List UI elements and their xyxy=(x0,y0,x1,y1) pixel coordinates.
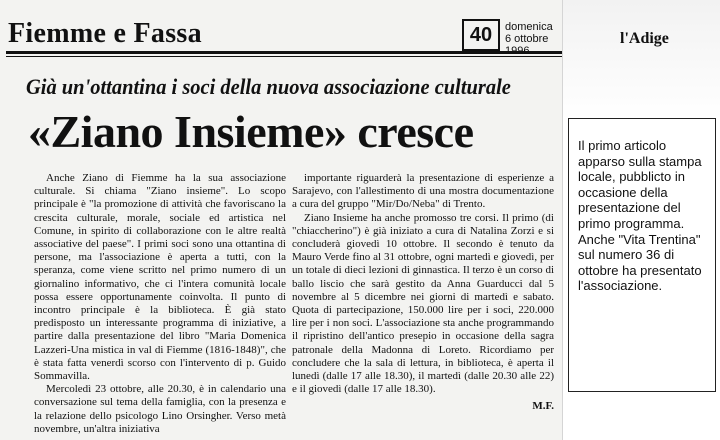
section-title: Fiemme e Fassa xyxy=(8,18,202,49)
header-rule xyxy=(6,51,563,54)
date: 6 ottobre xyxy=(505,33,549,45)
article-signature: M.F. xyxy=(532,400,554,413)
page-number: 40 xyxy=(462,19,500,51)
article-column-2 xyxy=(292,172,554,414)
article-paragraph: Anche Ziano di Fiemme ha la sua associazione culturale. Si chiama "Ziano insieme". Lo scopo principale è "la promozione di attività che favoriscano la crescita culturale, morale, sociale ed artistica nel Comune, in spirito di collaborazione con le altre realtà associative del paese". I primi soci sono una ottantina di persone, ma l'associazione è aperta a tutti, con la speranza, come viene scritto nel primo numero di un giornalino informativo, che ci l'intera comunità locale possa essere opportunamente coinvolta. Il punto di incontro principale è la biblioteca. È già stato predisposto un interessante programma di iniziative, a partire dalla presentazione del libro "Maria Domenica Lazzeri-Una mistica in val di Fiemme (1816-1848)", che è stata fatta venerdì scorso con l'intervento di p. Guido Sommavilla. xyxy=(34,172,286,383)
article-kicker: Già un'ottantina i soci della nuova associazione culturale xyxy=(26,74,511,99)
newspaper-name: l'Adige xyxy=(620,30,669,47)
article-headline: «Ziano Insieme» cresce xyxy=(28,106,474,157)
bleed-through-area xyxy=(562,0,720,120)
article-paragraph: Mercoledì 23 ottobre, alle 20.30, è in calendario una conversazione sul tema della famiglia, con la presenza e la relazione dello psicologo Lino Orsingher. Verso metà novembre, un'altra iniziativa xyxy=(34,383,286,435)
weekday: domenica xyxy=(505,21,553,33)
caption-text: Il primo articolo apparso sulla stampa locale, pubblicto in occasione della presentazione del primo programma. Anche "Vita Trentina" sul numero 36 di ottobre ha presentato l'associazione. xyxy=(578,138,702,294)
header-rule-thin xyxy=(6,56,563,57)
article-column-1 xyxy=(34,172,286,436)
article-paragraph: Ziano Insieme ha anche promosso tre corsi. Il primo (di "chiaccherino") è già iniziato a cura di Natalina Zorzi e si concluderà giovedì 10 ottobre. Il secondo è tenuto da Mauro Verde fino al 31 ottobre, ogni martedì e giovedì, per un totale di dieci lezioni di ginnastica. Il terzo è un corso di ballo liscio che sarà gestito da Anna Guarducci dal 5 novembre al 5 dicembre nei giorni di martedì e sabato. Quota di partecipazione, 150.000 lire per i soci, 220.000 lire per i non soci. L'associazione sta anche programmando il ripristino dell'antico presepio in occasione della sagra patronale della Madonna di Loreto. Ricordiamo per concludere che la sala di lettura, in biblioteca, è aperta il lunedì (dalle 17 alle 18.30), il martedì (dalle 20.30 alle 22) e il giovedì (dalle 17 alle 18.30). xyxy=(292,211,554,396)
article-paragraph: importante riguarderà la presentazione di esperienze a Sarajevo, con l'allestimento di una mostra documentazione a cura del gruppo "Mir/Do/Neba" di Trento. xyxy=(292,172,554,211)
